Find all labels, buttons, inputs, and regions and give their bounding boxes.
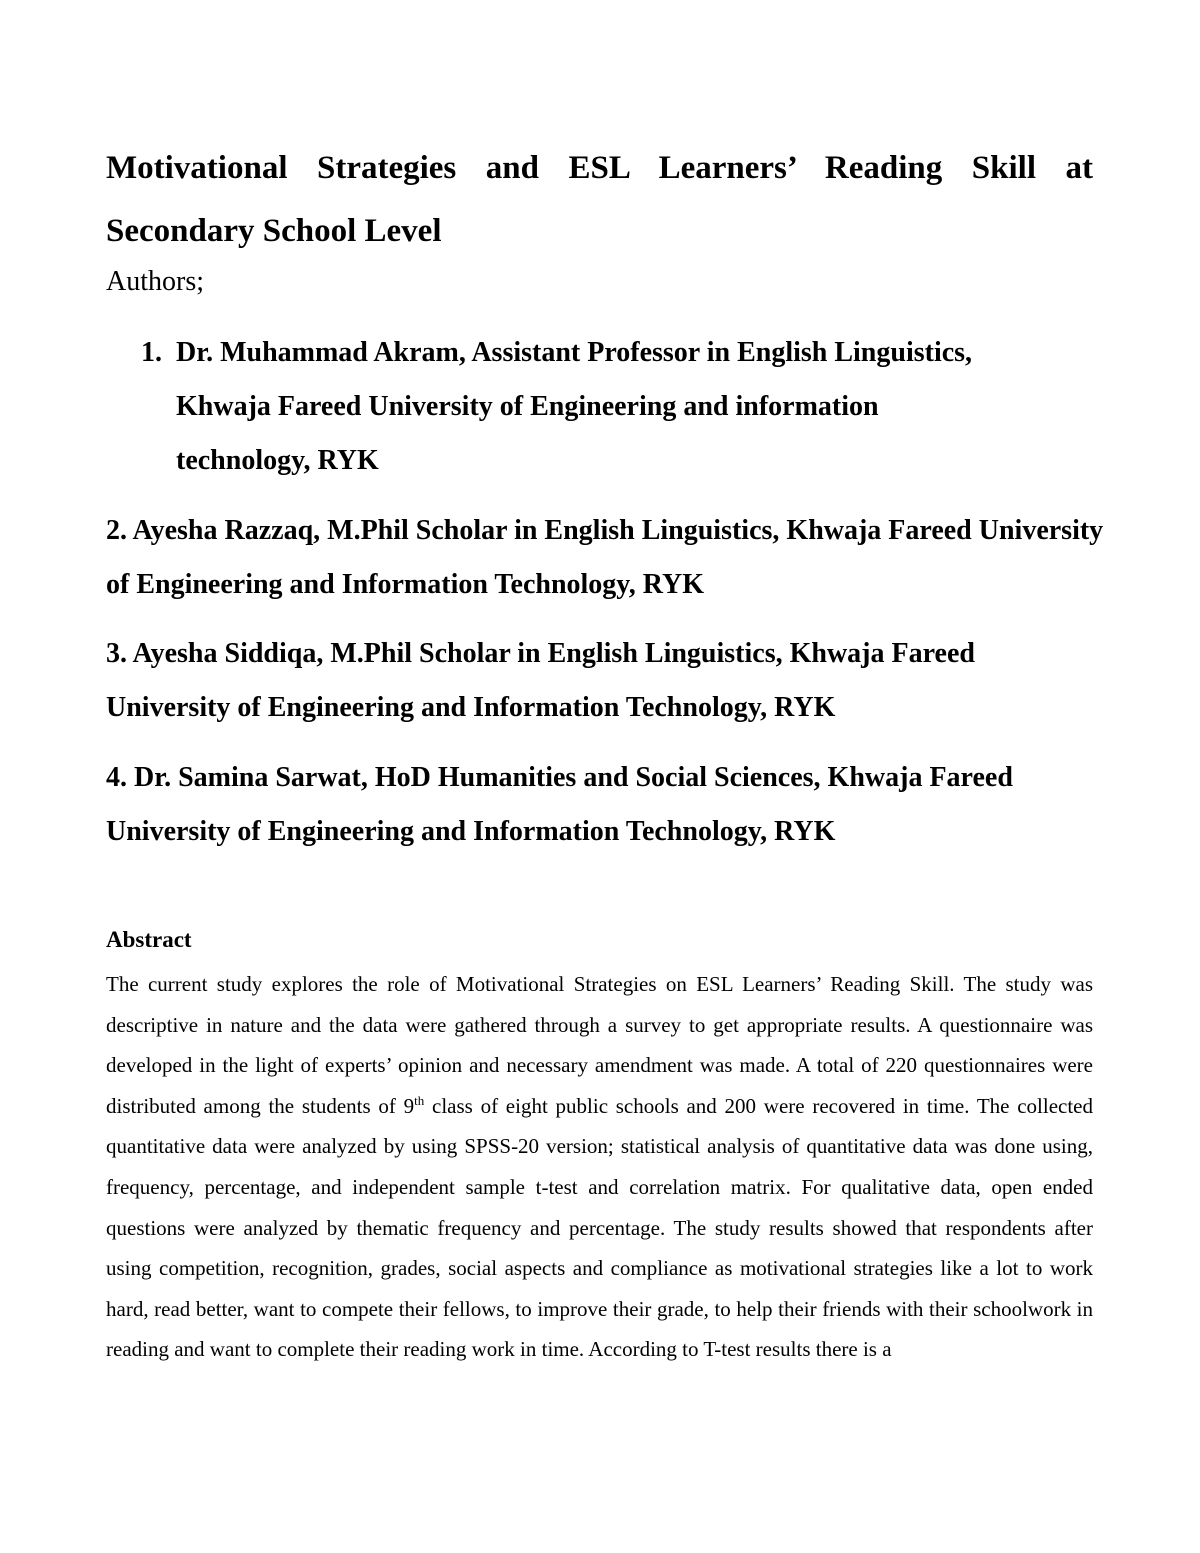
abstract-text: class of eight public schools and 200 were recovered in time. The collected quantitative data were analyzed by using SPSS-20 version; statistical analysis of quantitative data was done using, frequency, percentage, and independent sample t-test and correlation matrix. For qualitative data, open ended questions were analyzed by thematic frequency and percentage. The study results showed that respondents after using competition, recognition, grades, social aspects and compliance as motivational strategies like a lot to work hard, read better, want to compete their fellows, to improve their grade, to help their friends with their schoolwork in reading and want to complete their reading work in time. According to T-test results there is a — [106, 1093, 1093, 1362]
author-item: 2. Ayesha Razzaq, M.Phil Scholar in English Linguistics, Khwaja Fareed University of Engineering and Information Technology, RYK — [106, 515, 1104, 600]
abstract-body — [106, 964, 1093, 1370]
abstract-heading: Abstract — [106, 927, 192, 952]
authors-label: Authors; — [106, 266, 204, 297]
author-item: 4. Dr. Samina Sarwat, HoD Humanities and Social Sciences, Khwaja Fareed University of Engineering and Information Technology, RYK — [106, 762, 1013, 847]
paper-title: Motivational Strategies and ESL Learners’ Reading Skill at Secondary School Level — [106, 150, 1093, 249]
author-line: technology, RYK — [176, 445, 379, 476]
abstract-superscript: th — [414, 1092, 425, 1108]
author-item: 3. Ayesha Siddiqa, M.Phil Scholar in English Linguistics, Khwaja Fareed University of Engineering and Information Technology, RYK — [106, 638, 975, 723]
author-number: 1. — [141, 337, 162, 368]
abstract-text: The current study explores the role of Motivational Strategies on ESL Learners’ Reading Skill. The study was descriptive in nature and the data were gathered through a survey to get appropriate results. A questionnaire was developed in the light of experts’ opinion and necessary amendment was made. A total of 220 questionnaires were distributed among the students of 9 — [106, 972, 1093, 1118]
author-line: Khwaja Fareed University of Engineering and information — [176, 391, 879, 422]
author-item — [141, 326, 1116, 488]
author-line: Dr. Muhammad Akram, Assistant Professor in English Linguistics, — [176, 337, 973, 368]
